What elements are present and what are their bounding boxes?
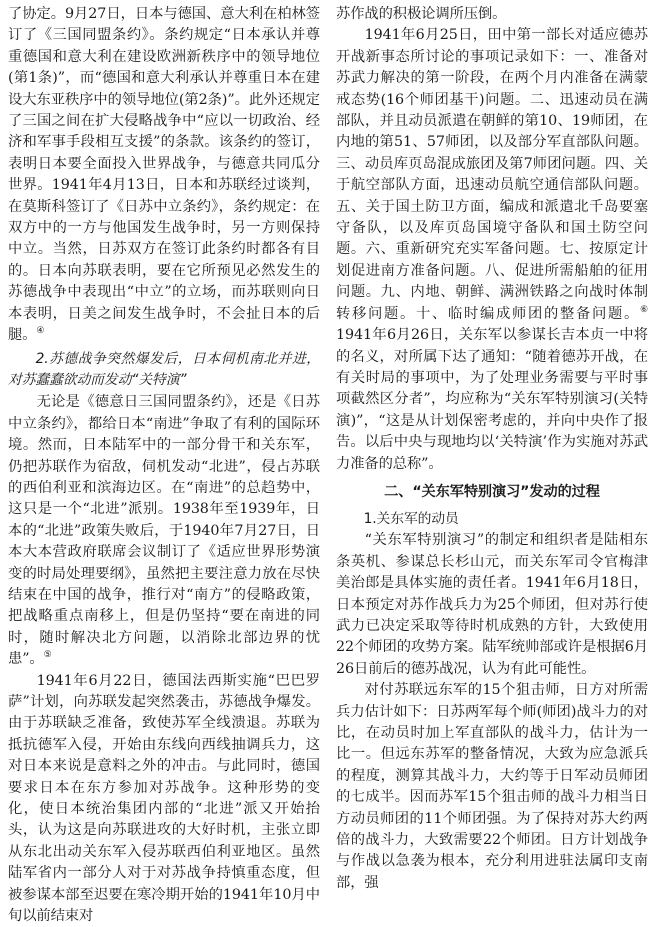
paragraph: “关东军特别演习”的制定和组织者是陆相东条英机、参谋总长杉山元，而关东军司令官梅津美治郎是具体实施的责任者。1941年6月18日，日本预定对苏作战兵力为25个师团，但对苏行使武力已决定采取等待时机成熟的方针，大致使用22个师团的攻势方案。陆军统帅部或许是根据6月26日前后的德苏战况，认为有此可能性。 — [336, 532, 648, 677]
paragraph: 无论是《德意日三国同盟条约》，还是《日苏中立条约》，都给日本“南进”争取了有利的国际环境。然而，日本陆军中的一部分骨干和关东军，仍把苏联作为宿敌，伺机发动“北进”，侵占苏联的西伯利亚和滨海边区。在“南进”的总趋势中，这只是一个“北进”派别。1938年至1939年，日本的“北进”政策失败后，于1940年7月27日，日本大本营政府联席会议制订了《适应世界形势演变的时局处理要纲》，虽然把主要注意力放在尽快结束在中国的战争，推行对“南方”的侵略政策，把战略重点南移上，但是仍坚持“要在南进的同时，随时解决北方问题，以消除北部边界的忧患”。⑤ — [8, 394, 320, 668]
paragraph: 1941年6月25日，田中第一部长对适应德苏开战新事态所讨论的事项记录如下：一、准备对苏武力解决的第一阶段，在两个月内准备在满蒙戒态势(16个师团基干)问题。二、迅速动员在满部队，并且动员派遣在朝鲜的第10、19师团，在内地的第51、57师团，以及部分军直部队问题。三、动员库页岛混成旅团及第7师团问题。四、关于航空部队方面，迅速动员航空通信部队问题。五、关于国土防卫方面，编成和派遣北千岛要塞守备队，以及库页岛国境守备队和国土防空问题。六、重新研究充实军备问题。七、按原定计划促进南方准备问题。八、促进所需船舶的征用问题。九、内地、朝鲜、满洲铁路之向战时体制转移问题。十、临时编成师团的整备问题。⑥ 1941年6月26日，关东军以参谋长吉本贞一中将的名义，对所属下达了通知：“随着德苏开战，在有关时局的事项中，为了处理业务需要与平时事项截然区分者”，均应称为“关东军特别演习(关特演)”，“这是从计划保密考虑的，并向中央作了报告。以后中央与现地均以‘关特演’作为实施对苏武力准备的总称”。 — [336, 27, 648, 472]
right-column — [336, 4, 648, 894]
left-column — [8, 4, 320, 927]
footnote-mark: ⑥ — [640, 304, 648, 315]
footnote-mark: ⑤ — [43, 650, 52, 661]
paragraph: 苏作战的积极论调所压倒。 — [336, 6, 507, 22]
section-heading: 二、“关东军特别演习”发动的过程 — [384, 483, 600, 500]
subsection-heading: 1.关东军的动员 — [363, 510, 459, 527]
paragraph: 了协定。9月27日，日本与德国、意大利在柏林签订了《三国同盟条约》。条约规定“日本承认并尊重德国和意大利在建设欧洲新秩序中的领导地位(第1条)”，而“德国和意大利承认并尊重日本在建设大东亚秩序中的领导地位(第2条)”。此外还规定了三国之间在扩大侵略战争中“应以一切政治、经济和军事手段相互支援”的条款。该条约的签订，表明日本要全面投入世界战争，与德意共同瓜分世界。1941年4月13日，日本和苏联经过谈判，在莫斯科签订了《日苏中立条约》，条约规定：在双方中的一方与他国发生战争时，另一方则保持中立。当然，日苏双方在签订此条约时都各有目的。日本向苏联表明，要在它所预见必然发生的苏德战争中表现出“中立”的立场，而苏联则向日本表明，日美之间发生战争时，不会扯日本的后腿。④ — [8, 6, 320, 344]
footnote-mark: ④ — [36, 326, 45, 337]
paragraph: 对付苏联远东军的15个狙击师，日方对所需兵力估计如下：日苏两军每个师(师团)战斗力的对比，在动员时加上军直部队的战斗力，估计为一比一。但远东苏军的整备情况，大致为应急派兵的程度，测算其战斗力，大约等于日军动员师团的七成半。因而苏军15个狙击师的战斗力相当日方动员师团的11个师团强。为了保持对苏大约两倍的战斗力，大致需要22个师团。日方计划战争与作战以急袭为根本，充分利用进驻法属印支南部，强 — [336, 682, 648, 891]
paragraph: 1941年6月22日，德国法西斯实施“巴巴罗萨”计划，向苏联发起突然袭击，苏德战争爆发。由于苏联缺乏准备，致使苏军全线溃退。苏联为抵抗德军入侵，开始由东线向西线抽调兵力，这对日本来说是意料之外的冲击。与此同时，德国要求日本在东方参加对苏战争。这种形势的变化，使日本统治集团内部的“北进”派又开始抬头，认为这是向苏联进攻的大好时机，主张立即从东北出动关东军入侵苏联西伯利亚地区。虽然陆军省内一部分人对于对苏战争持慎重态度，但被参谋本部至迟要在寒冷期开始的1941年10月中旬以前结束对 — [8, 672, 320, 925]
subsection-heading: 2.苏德战争突然爆发后，日本伺机南北并进，对苏蠢蠢欲动而发动“关特演” — [8, 350, 320, 388]
